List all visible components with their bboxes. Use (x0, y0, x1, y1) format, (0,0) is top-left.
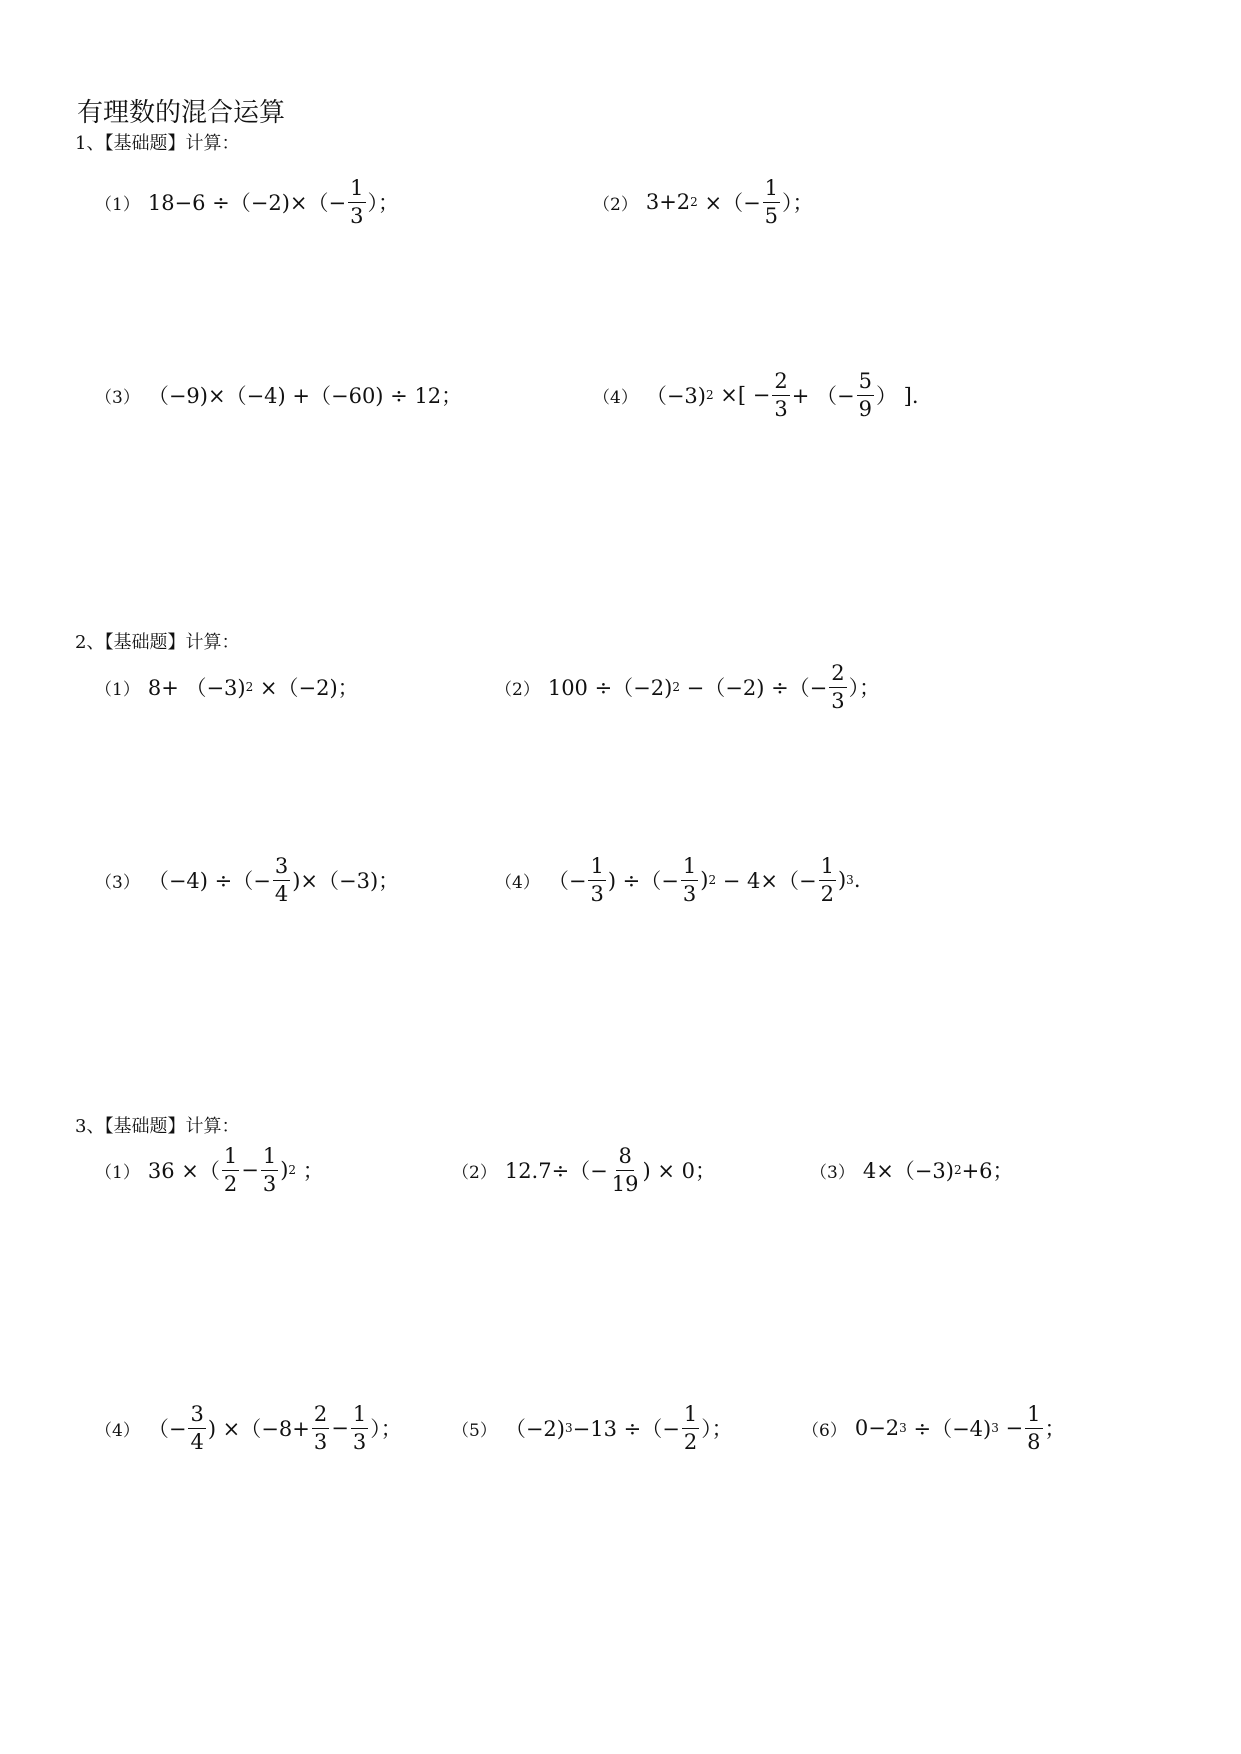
fraction-denominator: 2 (820, 881, 834, 906)
expression-text: ×（−2)； (253, 676, 359, 700)
expression-text: − (241, 1158, 259, 1182)
fraction (348, 175, 365, 228)
expression-text: −（−2) ÷（− (679, 676, 828, 700)
problem-3-3: （3） 4×（−3) 2 +6； (810, 1135, 1014, 1205)
expression-text: . (853, 868, 861, 892)
problem-label: （4） (95, 1420, 140, 1441)
expression-text: （−9)×（−4) +（−60) ÷ 12； (147, 384, 463, 408)
problem-label: （1） (95, 679, 140, 700)
expression-text: ) × 0； (642, 1159, 717, 1183)
problem-1-1 (95, 167, 399, 237)
problem-label: （4） (593, 387, 638, 408)
expression-text: 3+2 (645, 190, 691, 214)
fraction-numerator: 1 (351, 1404, 368, 1429)
fraction (312, 1401, 329, 1454)
problem-label: （3） (95, 872, 140, 893)
expression-text: − (998, 1416, 1024, 1440)
fraction (273, 853, 290, 906)
expression-text: ； (1044, 1417, 1066, 1441)
problem-2-1: （1） 8+ （−3) 2 ×（−2)； (95, 652, 359, 722)
problem-label: （4） (495, 872, 540, 893)
expression-text: ) (700, 868, 709, 892)
problem-1-2: （2） 3+2 2 ×（− $\frac{1}{5}$ ）； (593, 175, 814, 228)
problem-3-1: （1） 36 ×（ $\frac{1}{2}$ − $\frac{1}{3}$ ) 2 ； (95, 1143, 324, 1196)
page-title: 有理数的混合运算 (77, 98, 286, 128)
problem-label: （5） (452, 1420, 497, 1441)
problem-3-5: （5） （−2) 3 −13 ÷（− $\frac{1}{2}$ ）； (452, 1401, 733, 1454)
expression-text: 0−2 (854, 1416, 900, 1440)
fraction-numerator: 1 (588, 856, 605, 881)
expression-text: − 4×（− (716, 869, 817, 893)
fraction-numerator: 1 (348, 178, 365, 203)
expression-text: −13 ÷（− (572, 1417, 680, 1441)
problem-label: （2） (593, 194, 638, 215)
fraction-denominator: 3 (262, 1171, 277, 1196)
problem-label: （1） (95, 194, 140, 215)
problem-3-6: （6） 0−2 3 ÷（−4) 3 − $\frac{1}{8}$ ； (802, 1401, 1066, 1454)
fraction-numerator: 1 (682, 1404, 699, 1429)
fraction-denominator: 3 (831, 688, 845, 713)
fraction-denominator: 3 (590, 881, 604, 906)
expression-text: 18−6 ÷（−2)×（− (147, 191, 347, 215)
expression-text: （−3) (645, 384, 706, 408)
fraction-numerator: 2 (312, 1404, 329, 1429)
problem-label: （2） (495, 679, 540, 700)
fraction-denominator: 3 (352, 1429, 367, 1454)
fraction-numerator: 1 (681, 856, 698, 881)
fraction-denominator: 8 (1027, 1429, 1041, 1454)
fraction-denominator: 3 (313, 1429, 328, 1454)
expression-text: ）； (848, 676, 881, 700)
expression-text: ） ]. (876, 384, 919, 408)
fraction (857, 368, 874, 421)
problem-3-2 (452, 1135, 716, 1205)
expression-text: ×（− (697, 191, 761, 215)
problem-3-4 (95, 1393, 402, 1463)
expression-text: 12.7÷（− (504, 1159, 608, 1183)
problem-label: （3） (95, 387, 140, 408)
expression-text: ）； (367, 191, 399, 215)
fraction (261, 1143, 278, 1196)
fraction-numerator: 1 (261, 1146, 278, 1171)
fraction-denominator: 4 (190, 1429, 204, 1454)
expression-text: （−4) ÷（− (147, 869, 271, 893)
fraction (610, 1143, 641, 1196)
fraction (772, 368, 789, 421)
expression-text: ）； (370, 1417, 402, 1441)
expression-text: ； (296, 1159, 324, 1183)
fraction-numerator: 3 (273, 856, 290, 881)
fraction-denominator: 9 (858, 396, 872, 421)
fraction (588, 853, 605, 906)
fraction-denominator: 19 (611, 1171, 639, 1196)
problem-label: （1） (95, 1162, 140, 1183)
expression-text: ) (280, 1158, 289, 1182)
fraction (681, 853, 698, 906)
fraction-denominator: 3 (350, 203, 364, 228)
section-heading-2: 2、【基础题】计算： (75, 632, 240, 653)
fraction (763, 175, 780, 228)
fraction (829, 660, 846, 713)
fraction-denominator: 2 (223, 1171, 238, 1196)
fraction-numerator: 2 (829, 663, 846, 688)
fraction-numerator: 3 (188, 1404, 205, 1429)
expression-text: )×（−3)； (292, 869, 400, 893)
expression-text: 36 ×（ (147, 1159, 220, 1183)
expression-text: ) ÷（− (607, 869, 679, 893)
expression-text: ÷（−4) (906, 1417, 992, 1441)
fraction (1025, 1401, 1042, 1454)
fraction-denominator: 3 (682, 881, 697, 906)
fraction (819, 853, 836, 906)
expression-text: 4×（−3) (862, 1159, 954, 1183)
fraction-denominator: 5 (764, 203, 779, 228)
expression-text: 100 ÷（−2) (547, 676, 673, 700)
expression-text: +6； (961, 1159, 1014, 1183)
expression-text: ）； (782, 191, 814, 215)
fraction-numerator: 1 (819, 856, 836, 881)
fraction-numerator: 1 (763, 178, 780, 203)
expression-text: + （− (791, 384, 855, 408)
expression-text: ×[ − (713, 383, 771, 407)
expression-text: − (331, 1416, 349, 1440)
fraction-numerator: 1 (1025, 1404, 1042, 1429)
fraction-denominator: 4 (274, 881, 289, 906)
problem-label: （2） (452, 1162, 497, 1183)
problem-1-4: （4） （−3) 2 ×[ − $\frac{2}{3}$ + （− $\frac{5}{9}$ ） ]. (593, 368, 919, 421)
expression-text: ) (837, 868, 847, 892)
expression-text: ）； (701, 1417, 733, 1441)
fraction (682, 1401, 699, 1454)
problem-2-4: （4） （− $\frac{1}{3}$ ) ÷（− $\frac{1}{3}$ ) 2 − 4×（− $\frac{1}{2}$ ) 3 . (495, 853, 861, 906)
expression-text: （−2) (504, 1417, 565, 1441)
problem-label: （6） (802, 1420, 847, 1441)
problem-2-3 (95, 845, 399, 915)
problem-1-3 (95, 360, 462, 430)
expression-text: （− (147, 1417, 187, 1441)
fraction-numerator: 1 (222, 1146, 239, 1171)
problem-label: （3） (810, 1162, 855, 1183)
fraction-denominator: 2 (683, 1429, 698, 1454)
fraction-numerator: 8 (616, 1146, 633, 1171)
fraction-numerator: 2 (772, 371, 789, 396)
fraction-denominator: 3 (774, 396, 788, 421)
fraction (188, 1401, 205, 1454)
section-heading-1: 1、【基础题】计算： (75, 133, 240, 154)
expression-text: （− (547, 869, 587, 893)
section-heading-3: 3、【基础题】计算： (75, 1116, 240, 1137)
expression-text: ) ×（−8+ (207, 1417, 310, 1441)
fraction (351, 1401, 368, 1454)
fraction-numerator: 5 (857, 371, 874, 396)
problem-2-2: （2） 100 ÷（−2) 2 −（−2) ÷（− $\frac{2}{3}$ ）； (495, 660, 881, 713)
fraction (222, 1143, 239, 1196)
expression-text: 8+ （−3) (147, 676, 246, 700)
